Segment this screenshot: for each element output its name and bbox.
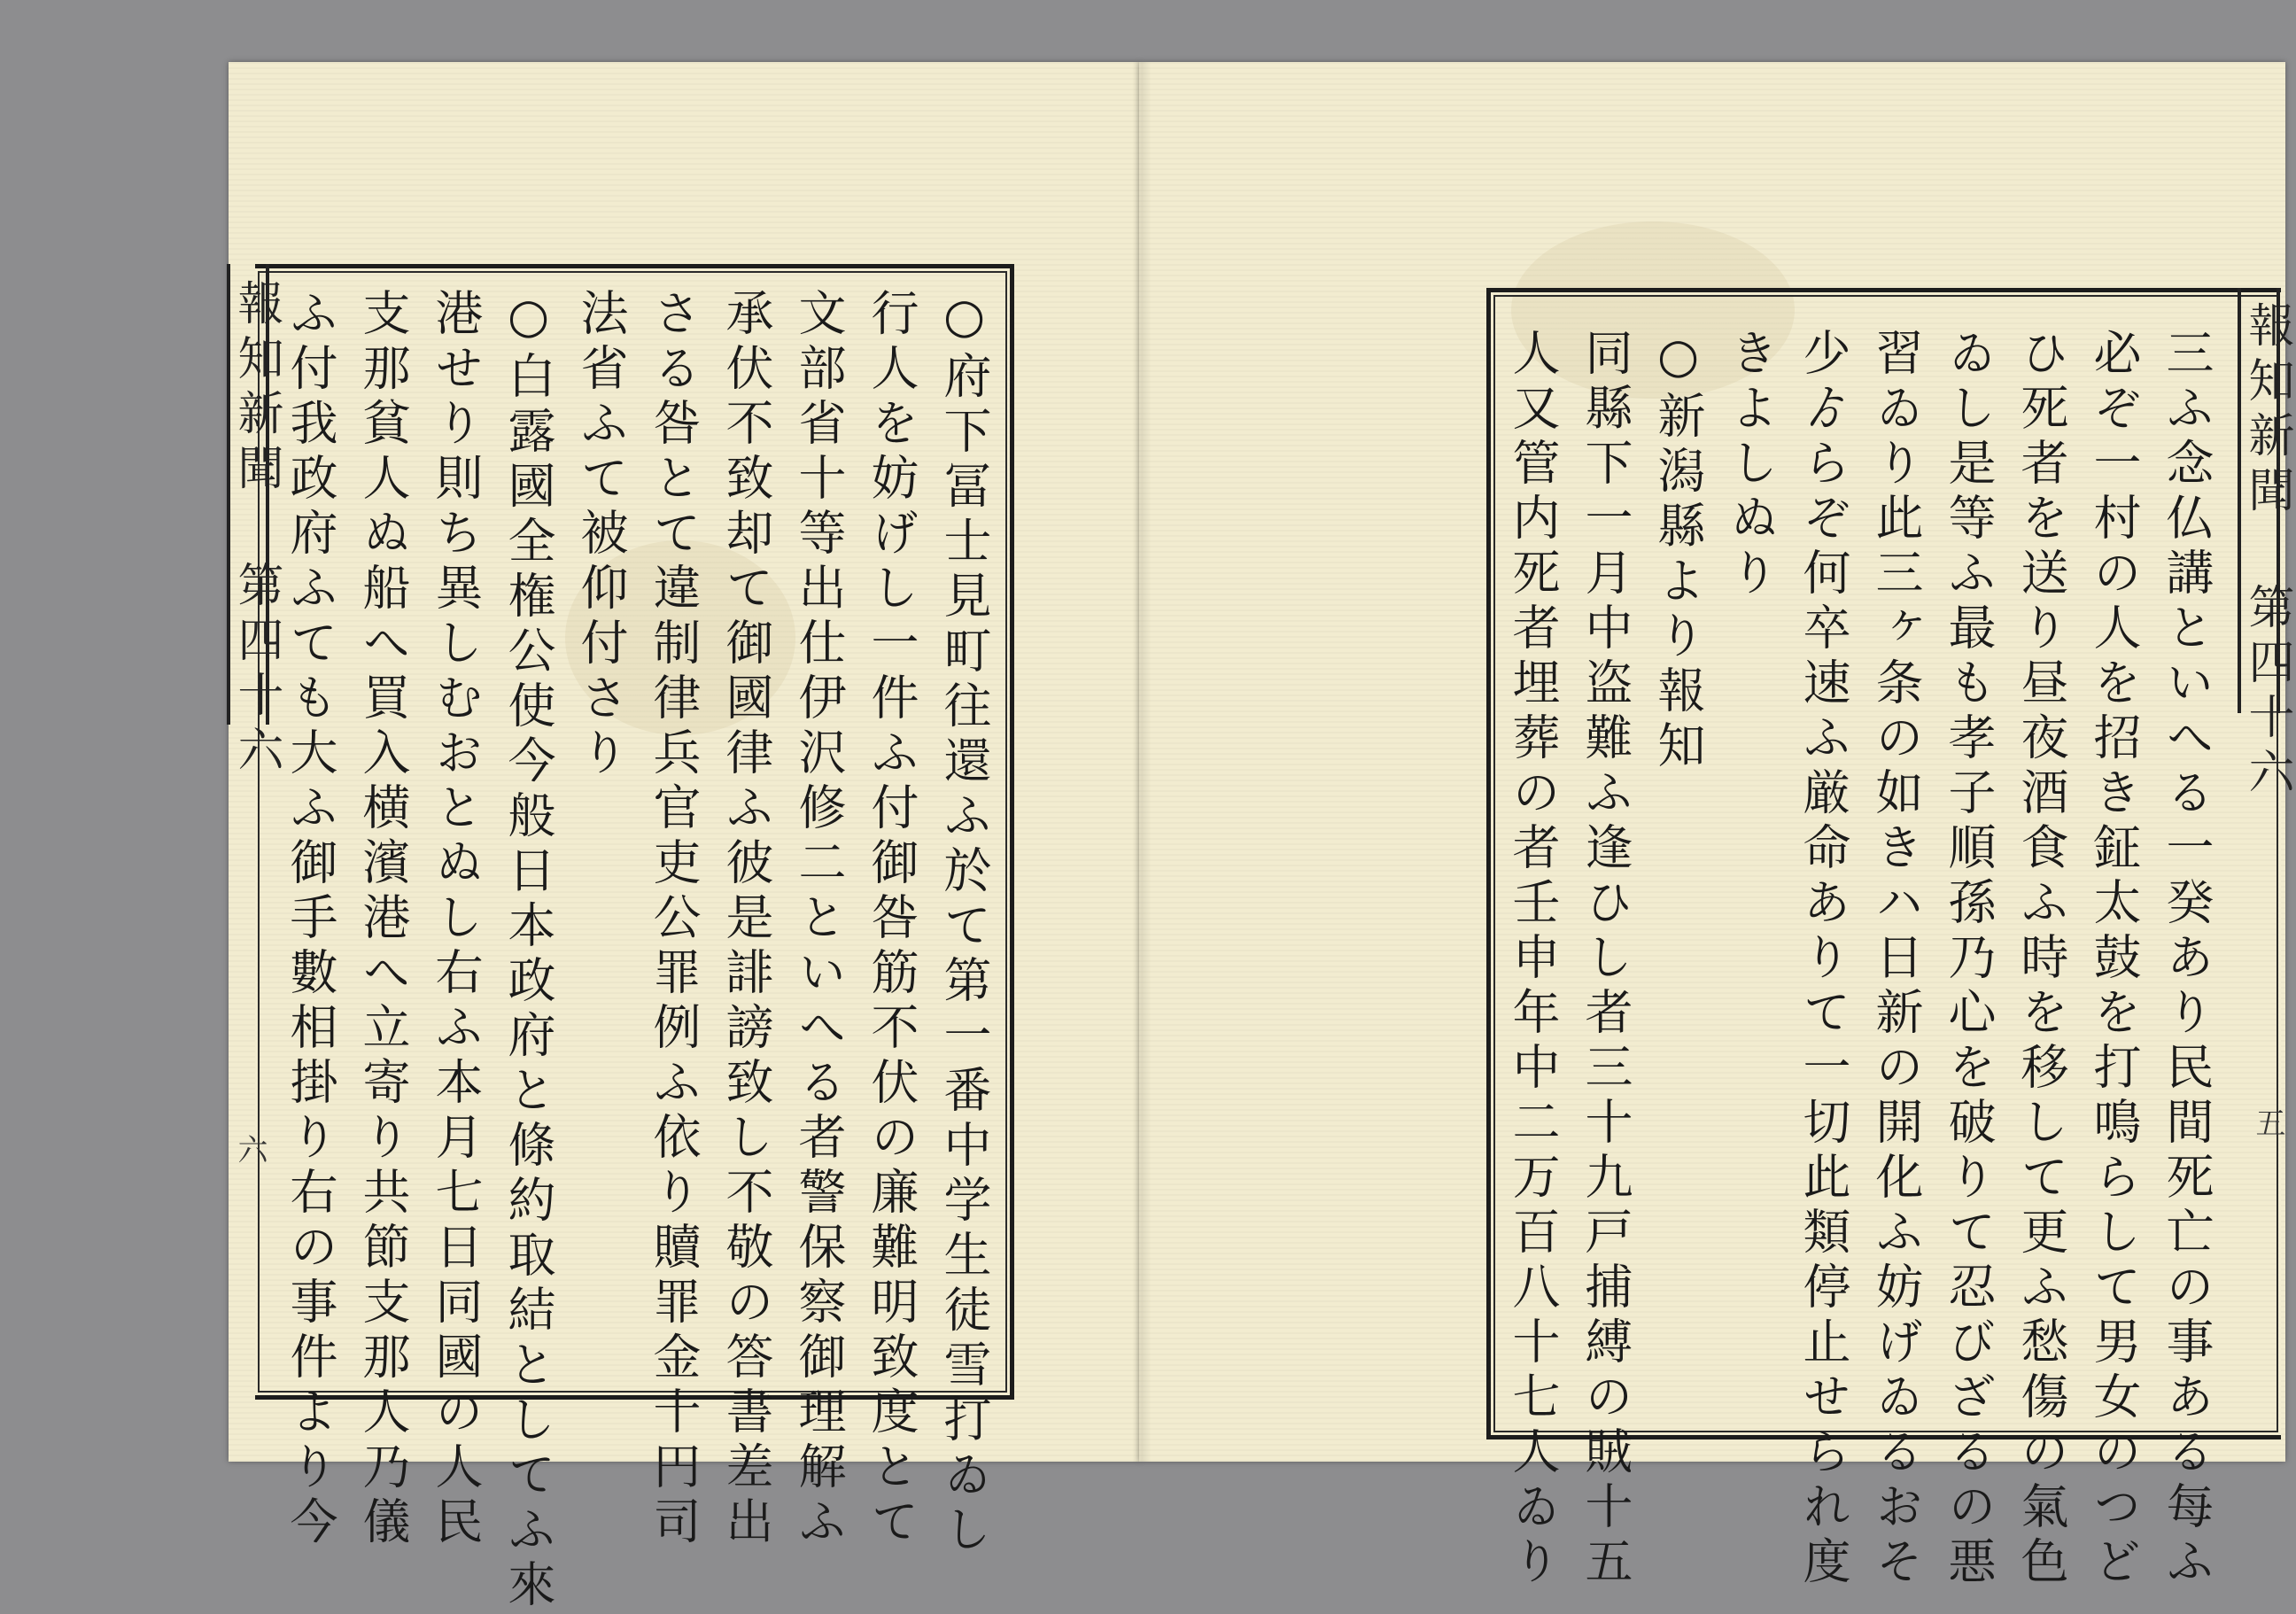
right-page-number: 五	[2250, 1107, 2285, 1137]
text-column: 承伏不致却て御國律ふ彼是誹謗致し不敬の答書差出	[718, 288, 774, 1551]
text-column: ゐし是等ふ最も孝子順孫乃心を破りて忍びざるの悪	[1941, 328, 1997, 1591]
text-column: ○新潟縣より報知	[1650, 328, 1706, 775]
right-page	[1139, 62, 2293, 1591]
text-column: さる咎とて違制律兵官吏公罪例ふ依り贖罪金十円司	[646, 288, 702, 1551]
right-margin-title: 報知新聞 第四十六	[2240, 301, 2293, 803]
text-column: 文部省十等出仕伊沢修二といへる者警保察御理解ふ	[791, 288, 847, 1551]
text-column: 支那貧人ぬ船へ買入横濱港へ立寄り共節支那人乃儀	[355, 288, 411, 1551]
left-page	[229, 62, 1140, 1614]
text-column: きよしぬり	[1723, 328, 1779, 602]
left-margin-title: 報知新聞 第四十六	[229, 279, 283, 780]
text-column: ○白露國全権公使今般日本政府と條約取結としてふ來	[500, 288, 556, 1614]
text-column: 同縣下一月中盗難ふ逢ひし者三十九戸捕縛の賊十五	[1578, 328, 1633, 1591]
text-column: 習ゐり此三ヶ条の如きハ日新の開化ふ妨げゐるおそ	[1868, 328, 1924, 1591]
text-column: 法省ふて被仰付さり	[573, 288, 629, 782]
text-column: 港せり則ち異しむおとぬし右ふ本月七日同國の人民	[428, 288, 484, 1551]
text-column: 人又管内死者埋葬の者壬申年中二万百八十七人ゐり	[1505, 328, 1561, 1591]
text-column: 三ふ念仏講といへる一癸あり民間死亡の事ある每ふ	[2159, 328, 2215, 1591]
left-page-number: 六	[232, 1134, 268, 1164]
open-book	[229, 62, 2293, 1614]
text-column: ふ付我政府ふても大ふ御手數相掛り右の事件より今	[283, 288, 338, 1551]
text-column: 必ぞ一村の人を招き鉦太鼓を打鳴らして男女のつど	[2086, 328, 2142, 1591]
text-column: 行人を妨げし一件ふ付御咎筋不伏の廉難明致度とて	[864, 288, 919, 1551]
text-column: ○府下冨士見町往還ふ於て第一番中学生徒雪打ゐし	[936, 288, 992, 1559]
book-gutter	[1132, 62, 1152, 1462]
text-column: ひ死者を送り昼夜酒食ふ時を移して更ふ愁傷の氣色	[2013, 328, 2069, 1591]
text-column: 少ゟらぞ何卒速ふ厳命ありて一切此類停止せられ度	[1796, 328, 1851, 1591]
